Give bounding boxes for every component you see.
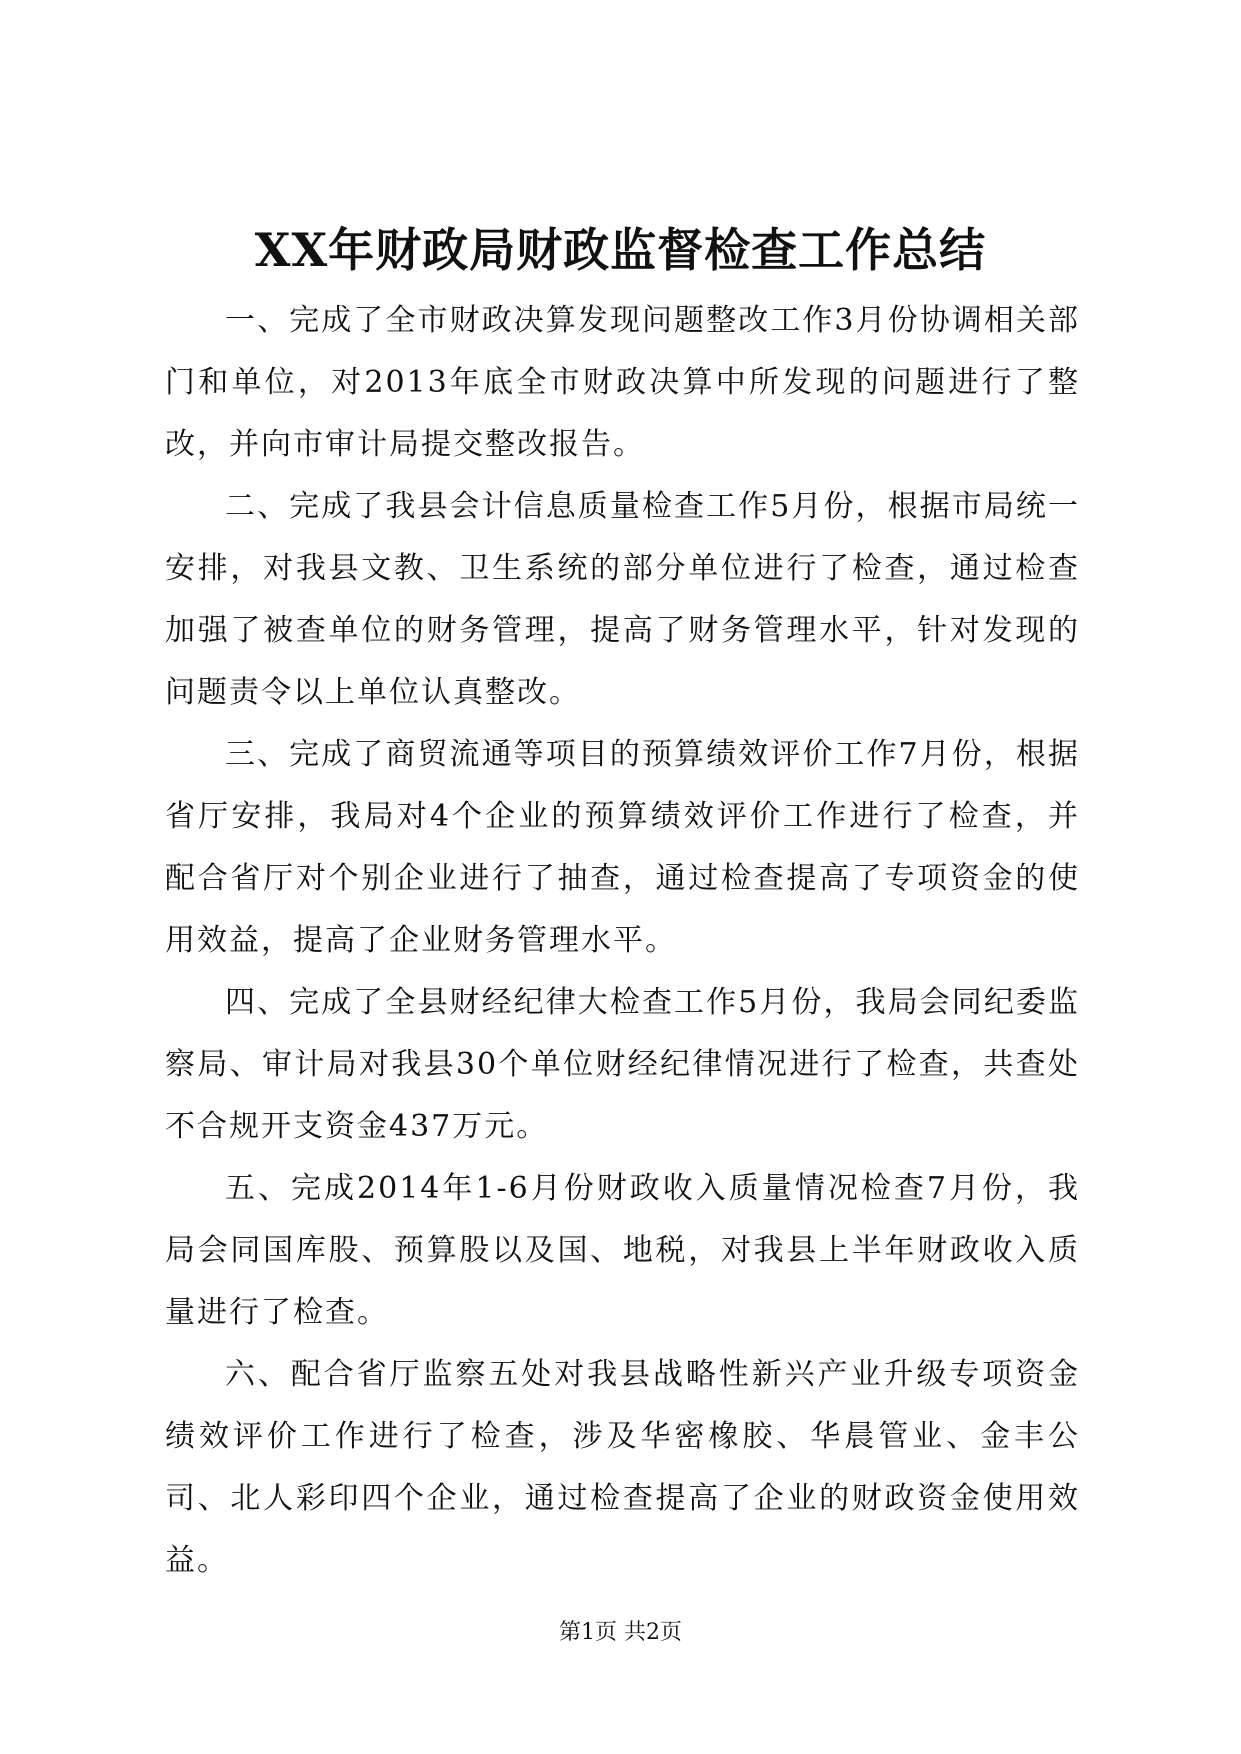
paragraph-3: 三、完成了商贸流通等项目的预算绩效评价工作7月份，根据省厅安排，我局对4个企业的预算绩效评价工作进行了检查，并配合省厅对个别企业进行了抽查，通过检查提高了专项资金的使用效益，提高了企业财务管理水平。 [165, 737, 1080, 958]
paragraph-2: 二、完成了我县会计信息质量检查工作5月份，根据市局统一安排，对我县文教、卫生系统的部分单位进行了检查，通过检查加强了被查单位的财务管理，提高了财务管理水平，针对发现的问题责令以上单位认真整改。 [165, 489, 1080, 710]
page-number-footer: 第1页 共2页 [559, 1620, 682, 1645]
paragraph-4: 四、完成了全县财经纪律大检查工作5月份，我局会同纪委监察局、审计局对我县30个单位财经纪律情况进行了检查，共查处不合规开支资金437万元。 [165, 985, 1080, 1144]
paragraph-6: 六、配合省厅监察五处对我县战略性新兴产业升级专项资金绩效评价工作进行了检查，涉及华密橡胶、华晨管业、金丰公司、北人彩印四个企业，通过检查提高了企业的财政资金使用效益。 [165, 1357, 1080, 1578]
document-title: XX年财政局财政监督检查工作总结 [254, 223, 987, 277]
paragraph-1: 一、完成了全市财政决算发现问题整改工作3月份协调相关部门和单位，对2013年底全市财政决算中所发现的问题进行了整改，并向市审计局提交整改报告。 [165, 303, 1080, 462]
paragraph-5: 五、完成2014年1-6月份财政收入质量情况检查7月份，我局会同国库股、预算股以及国、地税，对我县上半年财政收入质量进行了检查。 [165, 1171, 1080, 1330]
document-body [165, 290, 1080, 1592]
